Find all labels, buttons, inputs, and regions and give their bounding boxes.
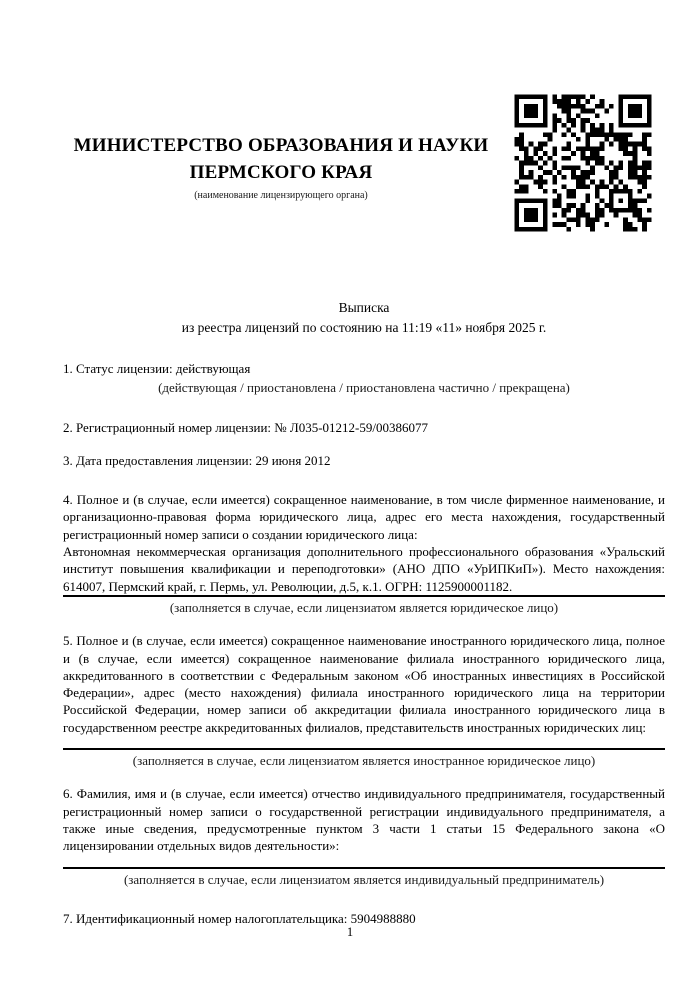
fill-line [63, 595, 665, 597]
legal-entity-value: Автономная некоммерческая организация дополнительного профессионального образования «Уральский институт повышения квалификации и переподготовки» (АНО ДПО «УрИПКиП»). Место нахождения: 614007, Пермский край, г. Пермь, ул. Революции, д.5, к.1. ОГРН: 1125900001182. [63, 544, 665, 594]
license-date-text: 3. Дата предоставления лицензии: 29 июня 2012 [63, 452, 331, 468]
item-registration-number [63, 419, 665, 436]
fill-line [63, 748, 665, 750]
license-status-options-caption: (действующая / приостановлена / приостановлена частично / прекращена) [158, 380, 570, 396]
document-title: Выписка [338, 300, 390, 315]
item-individual-entrepreneur [63, 785, 665, 887]
foreign-entity-caption: (заполняется в случае, если лицензиатом является иностранное юридическое лицо) [132, 753, 596, 769]
document-subtitle: из реестра лицензий по состоянию на 11:19 «11» ноября 2025 г. [181, 320, 547, 335]
page-number: 1 [346, 925, 354, 939]
taxpayer-number-text: 7. Идентификационный номер налогоплательщика: 5904988880 [63, 910, 416, 926]
ministry-name-line2: ПЕРМСКОГО КРАЯ [189, 162, 373, 183]
foreign-entity-label: 5. Полное и (в случае, если имеется) сокращенное наименование иностранного юридического лица, полное и (в случае, если имеется) сокращенное наименование филиала иностранного юридического лица, аккредитованного в соответствии с Федеральным законом «Об иностранных инвестициях в Российской Федерации», адрес (место нахождения) филиала иностранного юридического лица на территории Российской Федерации, номер записи об аккредитации филиала иностранного юридического лица в государственном реестре аккредитованных филиалов, представительств иностранных юридических лиц: [63, 633, 665, 735]
licensing-authority-block [67, 132, 495, 202]
item-legal-entity [63, 491, 665, 616]
legal-entity-label: 4. Полное и (в случае, если имеется) сокращенное наименование, в том числе фирменное наименование, и организационно-правовая форма юридического лица, адрес его места нахождения, государственный регистрационный номер записи о создании юридического лица: [63, 492, 665, 542]
document-header [63, 80, 665, 246]
legal-entity-caption: (заполняется в случае, если лицензиатом является юридическое лицо) [169, 599, 559, 615]
license-status-text: 1. Статус лицензии: действующая [63, 361, 251, 376]
document-title-block [63, 298, 665, 338]
item-license-status [63, 360, 665, 397]
qr-code-icon [505, 80, 661, 246]
item-foreign-entity [63, 632, 665, 769]
registration-number-text: 2. Регистрационный номер лицензии: № Л035-01212-59/00386077 [63, 419, 429, 435]
ministry-name-line1: МИНИСТЕРСТВО ОБРАЗОВАНИЯ И НАУКИ [73, 135, 489, 156]
ministry-caption: (наименование лицензирующего органа) [194, 190, 368, 201]
entrepreneur-caption: (заполняется в случае, если лицензиатом является индивидуальный предприниматель) [123, 871, 605, 887]
item-license-date [63, 452, 665, 469]
fill-line [63, 867, 665, 869]
entrepreneur-label: 6. Фамилия, имя и (в случае, если имеется) отчество индивидуального предпринимателя, государственный регистрационный номер записи о государственной регистрации индивидуального предпринимателя, а также иные сведения, предусмотренные пунктом 3 части 1 статьи 15 Федерального закона «О лицензировании отдельных видов деятельности»: [63, 786, 665, 854]
